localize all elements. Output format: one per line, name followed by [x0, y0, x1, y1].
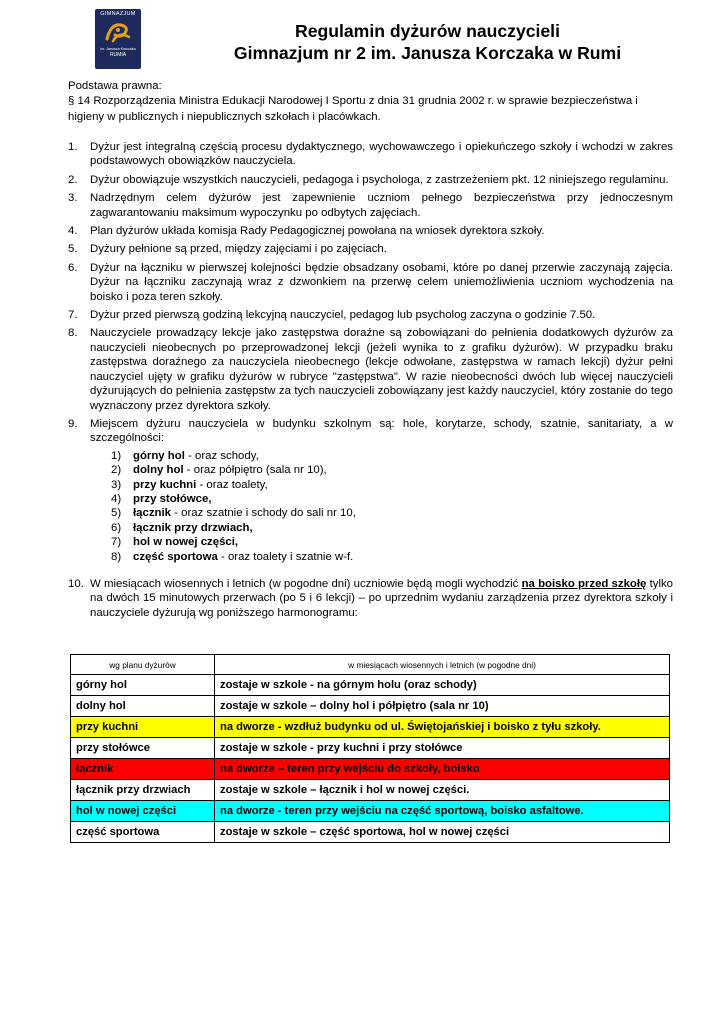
place-number: 2) — [111, 464, 122, 477]
list-item — [68, 224, 673, 238]
legal-basis — [68, 79, 673, 125]
list-item — [68, 191, 673, 220]
table-cell-rule: zostaje w szkole - na górnym holu (oraz schody) — [215, 675, 670, 696]
table-row — [71, 759, 670, 780]
table-cell-rule: na dworze – teren przy wejściu do szkoły, boisko — [215, 759, 670, 780]
list-item — [68, 140, 673, 169]
title-line-2: Gimnazjum nr 2 im. Janusza Korczaka w Rumi — [233, 43, 622, 63]
column-header: wg planu dyżurów — [71, 655, 215, 675]
item-text: Plan dyżurów układa komisja Rady Pedagogicznej powołana na wniosek dyrektora szkoły. — [90, 225, 545, 238]
place-desc: - oraz toalety i szatnie w-f. — [217, 550, 354, 563]
duty-place-item — [111, 492, 673, 506]
table-row — [71, 822, 670, 843]
item-text: Dyżury pełnione są przed, między zajęciami i po zajęciach. — [90, 243, 387, 256]
duty-place-item — [111, 535, 673, 549]
item-number: 3. — [68, 192, 78, 205]
place-desc: - oraz toalety, — [196, 478, 268, 491]
table-cell-rule: zostaje w szkole – łącznik i hol w nowej części. — [215, 780, 670, 801]
list-item — [68, 326, 673, 412]
table-row — [71, 801, 670, 822]
place-desc: - oraz schody, — [184, 449, 259, 462]
item-text: Dyżur obowiązuje wszystkich nauczycieli, pedagoga i psychologa, z zastrzeżeniem pkt. 12 niniejszego regulaminu. — [90, 173, 669, 186]
table-cell-place: przy kuchni — [71, 717, 215, 738]
list-item — [68, 308, 673, 322]
place-number: 1) — [111, 449, 122, 462]
item-text — [90, 577, 673, 620]
duty-places-list — [111, 449, 673, 564]
legal-basis-label: Podstawa prawna: — [68, 80, 162, 92]
item-number: 7. — [68, 309, 78, 322]
place-name: część sportowa — [133, 550, 218, 563]
table-cell-place: część sportowa — [71, 822, 215, 843]
item-number: 10. — [68, 577, 84, 590]
item-number: 2. — [68, 173, 78, 186]
duty-place-item — [111, 449, 673, 463]
school-logo — [95, 9, 141, 69]
item-text-post: tylko na dwóch 15 minutowych przerwach (po 5 i 6 lekcji) – po uprzednim wydaniu zarządzenia przez dyrektora szkoły i nauczyciele dyżurują wg poniższego harmonogramu: — [90, 577, 674, 619]
table-cell-rule: na dworze - wzdłuż budynku od ul. Świętojańskiej i boisko z tyłu szkoły. — [215, 717, 670, 738]
list-item — [68, 242, 673, 256]
item-number: 1. — [68, 141, 78, 153]
item-text-emphasis: na boisko przed szkołę — [521, 577, 647, 590]
list-item — [68, 173, 673, 187]
place-name: łącznik przy drzwiach, — [133, 521, 253, 534]
table-cell-place: łącznik — [71, 759, 215, 780]
title-line-1: Regulamin dyżurów nauczycieli — [295, 21, 560, 41]
item-text: Dyżur na łączniku w pierwszej kolejności będzie obsadzany osobami, które po danej przerwie zaczynają zajęcia. Dyżur na łączniku zaczynają wraz z dzwonkiem na przerwę celem uniemożliwienia uczniom wychodzenia na boisko i poza teren szkoły. — [90, 261, 673, 303]
place-number: 4) — [111, 492, 122, 505]
item-text: Dyżur przed pierwszą godziną lekcyjną nauczyciel, pedagog lub psycholog zaczyna o godzinie 7.50. — [90, 309, 596, 322]
place-name: przy kuchni — [133, 478, 197, 491]
table-cell-rule: zostaje w szkole - przy kuchni i przy stołówce — [215, 738, 670, 759]
duty-place-item — [111, 506, 673, 520]
place-desc: - oraz szatnie i schody do sali nr 10, — [171, 507, 356, 520]
school-emblem-icon — [103, 19, 133, 45]
item-text: Dyżur jest integralną częścią procesu dydaktycznego, wychowawczego i opiekuńczego szkoły i wchodzi w zakres podstawowych obowiązków nauczyciela. — [90, 141, 673, 168]
item-number: 4. — [68, 225, 78, 238]
duty-place-item — [111, 521, 673, 535]
table-row — [71, 780, 670, 801]
item-text-pre: W miesiącach wiosennych i letnich (w pogodne dni) uczniowie będą mogli wychodzić — [90, 577, 522, 590]
duty-schedule-table — [70, 654, 670, 843]
list-item — [68, 417, 673, 564]
place-number: 5) — [111, 507, 122, 520]
list-item — [68, 577, 673, 620]
item-number: 8. — [68, 327, 78, 340]
place-number: 8) — [111, 550, 122, 563]
item-text: Nauczyciele prowadzący lekcje jako zastępstwa doraźne są zobowiązani do pełnienia dodatkowych dyżurów za nauczycieli nieobecnych po przeprowadzonej lekcji (jeżeli wynika to z grafiku dyżurów). W przypadku braku zastępstwa doraźnego za nauczyciela nieobecnego (lekcje odwołane, zastępstwa w ramach lekcji) dyżur pełni nauczyciel ujęty w grafiku dyżurów w rubryce "zastępstwa". W razie nieobecności dwóch lub więcej nauczycieli dyżurujących do pełnienia zastępstw za tych nauczycieli zobowiązany jest każdy nauczyciel, który zostanie do tego wyznaczony przez dyrektora szkoły. — [90, 327, 673, 412]
table-cell-place: przy stołówce — [71, 738, 215, 759]
duty-place-item — [111, 463, 673, 477]
table-header-row — [71, 655, 670, 675]
place-name: łącznik — [133, 507, 171, 520]
place-number: 3) — [111, 478, 122, 491]
legal-basis-text: § 14 Rozporządzenia Ministra Edukacji Narodowej I Sportu z dnia 31 grudnia 2002 r. w sprawie bezpieczeństwa i higieny w publicznych i niepublicznych szkołach i placówkach. — [68, 95, 638, 123]
place-name: hol w nowej części, — [133, 536, 239, 549]
table-cell-rule: zostaje w szkole – część sportowa, hol w nowej części — [215, 822, 670, 843]
table-row — [71, 696, 670, 717]
table-cell-rule: zostaje w szkole – dolny hol i półpiętro (sala nr 10) — [215, 696, 670, 717]
table-row — [71, 738, 670, 759]
table-row — [71, 717, 670, 738]
item-text: Miejscem dyżuru nauczyciela w budynku szkolnym są: hole, korytarze, schody, szatnie, sanitariaty, a w szczególności: — [90, 417, 673, 445]
place-name: dolny hol — [133, 464, 184, 477]
column-header: w miesiącach wiosennych i letnich (w pogodne dni) — [215, 655, 670, 675]
item-number: 6. — [68, 261, 78, 274]
place-desc: - oraz półpiętro (sala nr 10), — [183, 464, 327, 477]
logo-line-3: RUMIA — [109, 52, 127, 58]
table-cell-place: dolny hol — [71, 696, 215, 717]
logo-line-1: GIMNAZJUM — [100, 11, 136, 17]
place-name: górny hol — [133, 449, 185, 462]
logo-line-2: im. Janusza Korczaka — [100, 47, 136, 51]
table-cell-place: łącznik przy drzwiach — [71, 780, 215, 801]
list-item — [68, 261, 673, 304]
table-row — [71, 675, 670, 696]
rules-list — [68, 140, 673, 624]
duty-place-item — [111, 550, 673, 564]
place-number: 6) — [111, 521, 122, 534]
duty-place-item — [111, 478, 673, 492]
table-cell-place: górny hol — [71, 675, 215, 696]
table-cell-rule: na dworze - teren przy wejściu na część sportową, boisko asfaltowe. — [215, 801, 670, 822]
item-number: 5. — [68, 243, 78, 256]
table-cell-place: hol w nowej części — [71, 801, 215, 822]
document-title — [150, 20, 705, 64]
item-number: 9. — [68, 417, 78, 430]
place-name: przy stołówce, — [133, 492, 212, 505]
item-text: Nadrzędnym celem dyżurów jest zapewnienie uczniom pełnego bezpieczeństwa przy jednoczesnym zagwarantowaniu maksimum wypoczynku po odbytych zajęciach. — [90, 192, 673, 219]
place-number: 7) — [111, 536, 122, 549]
